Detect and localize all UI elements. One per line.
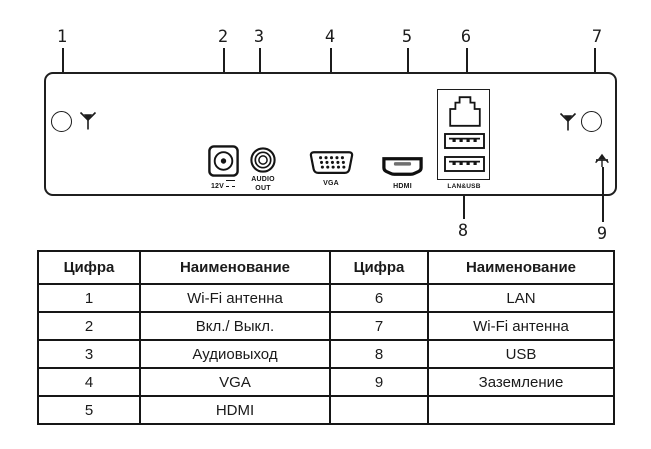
legend-cell: [330, 396, 428, 424]
audio-out-label: [245, 176, 281, 193]
callout-9: 9: [596, 224, 608, 244]
callout-1: 1: [56, 27, 68, 47]
rj45-port-icon: [449, 96, 481, 132]
audio-out-icon: [250, 147, 276, 178]
legend-cell: 8: [330, 340, 428, 368]
legend-cell: Wi-Fi антенна: [140, 284, 330, 312]
legend-cell: HDMI: [140, 396, 330, 424]
power-label: [201, 180, 245, 192]
usb-port-icon-2: [444, 156, 485, 177]
legend-row-2: [38, 312, 614, 340]
leader-line-9: [602, 167, 604, 222]
legend-header-name-1: Наименование: [140, 251, 330, 284]
antenna-connector-right: [581, 111, 602, 132]
hdmi-port-icon: [382, 157, 423, 184]
legend-cell: [428, 396, 614, 424]
legend-cell: Wi-Fi антенна: [428, 312, 614, 340]
antenna-icon-left: [78, 111, 98, 136]
lan-usb-label: LAN&USB: [447, 183, 481, 190]
legend-cell: 3: [38, 340, 140, 368]
hdmi-label: HDMI: [393, 183, 412, 190]
legend-cell: VGA: [140, 368, 330, 396]
legend-cell: 1: [38, 284, 140, 312]
antenna-connector-left: [51, 111, 72, 132]
legend-row-1: [38, 284, 614, 312]
legend-cell: Аудиовыход: [140, 340, 330, 368]
legend-cell: 4: [38, 368, 140, 396]
power-jack-icon: [208, 145, 239, 182]
callout-8: 8: [457, 221, 469, 241]
audio-label-line1: AUDIO: [251, 176, 275, 183]
legend-cell: USB: [428, 340, 614, 368]
legend-cell: LAN: [428, 284, 614, 312]
legend-row-4: [38, 368, 614, 396]
callout-3: 3: [253, 27, 265, 47]
legend-cell: 7: [330, 312, 428, 340]
legend-header-digit-1: Цифра: [38, 251, 140, 284]
legend-cell: 6: [330, 284, 428, 312]
legend-cell: Вкл./ Выкл.: [140, 312, 330, 340]
callout-6: 6: [460, 27, 472, 47]
legend-cell: Заземление: [428, 368, 614, 396]
callout-7: 7: [591, 27, 603, 47]
legend-cell: 9: [330, 368, 428, 396]
vga-port-icon: [309, 151, 354, 179]
callout-2: 2: [217, 27, 229, 47]
legend-header-row: [38, 251, 614, 284]
vga-label: VGA: [323, 180, 339, 187]
legend-cell: 5: [38, 396, 140, 424]
audio-label-line2: OUT: [255, 184, 271, 192]
legend-header-digit-2: Цифра: [330, 251, 428, 284]
leader-line-8: [463, 194, 465, 219]
legend-row-5: [38, 396, 614, 424]
usb-port-icon-1: [444, 133, 485, 154]
legend-header-name-2: Наименование: [428, 251, 614, 284]
legend-row-3: [38, 340, 614, 368]
legend-table: [37, 250, 615, 425]
callout-4: 4: [324, 27, 336, 47]
ground-icon: [594, 153, 610, 173]
antenna-icon-right: [558, 112, 578, 137]
legend-cell: 2: [38, 312, 140, 340]
callout-5: 5: [401, 27, 413, 47]
power-label-text: 12V: [210, 183, 225, 190]
dc-symbol-icon: [226, 180, 235, 187]
